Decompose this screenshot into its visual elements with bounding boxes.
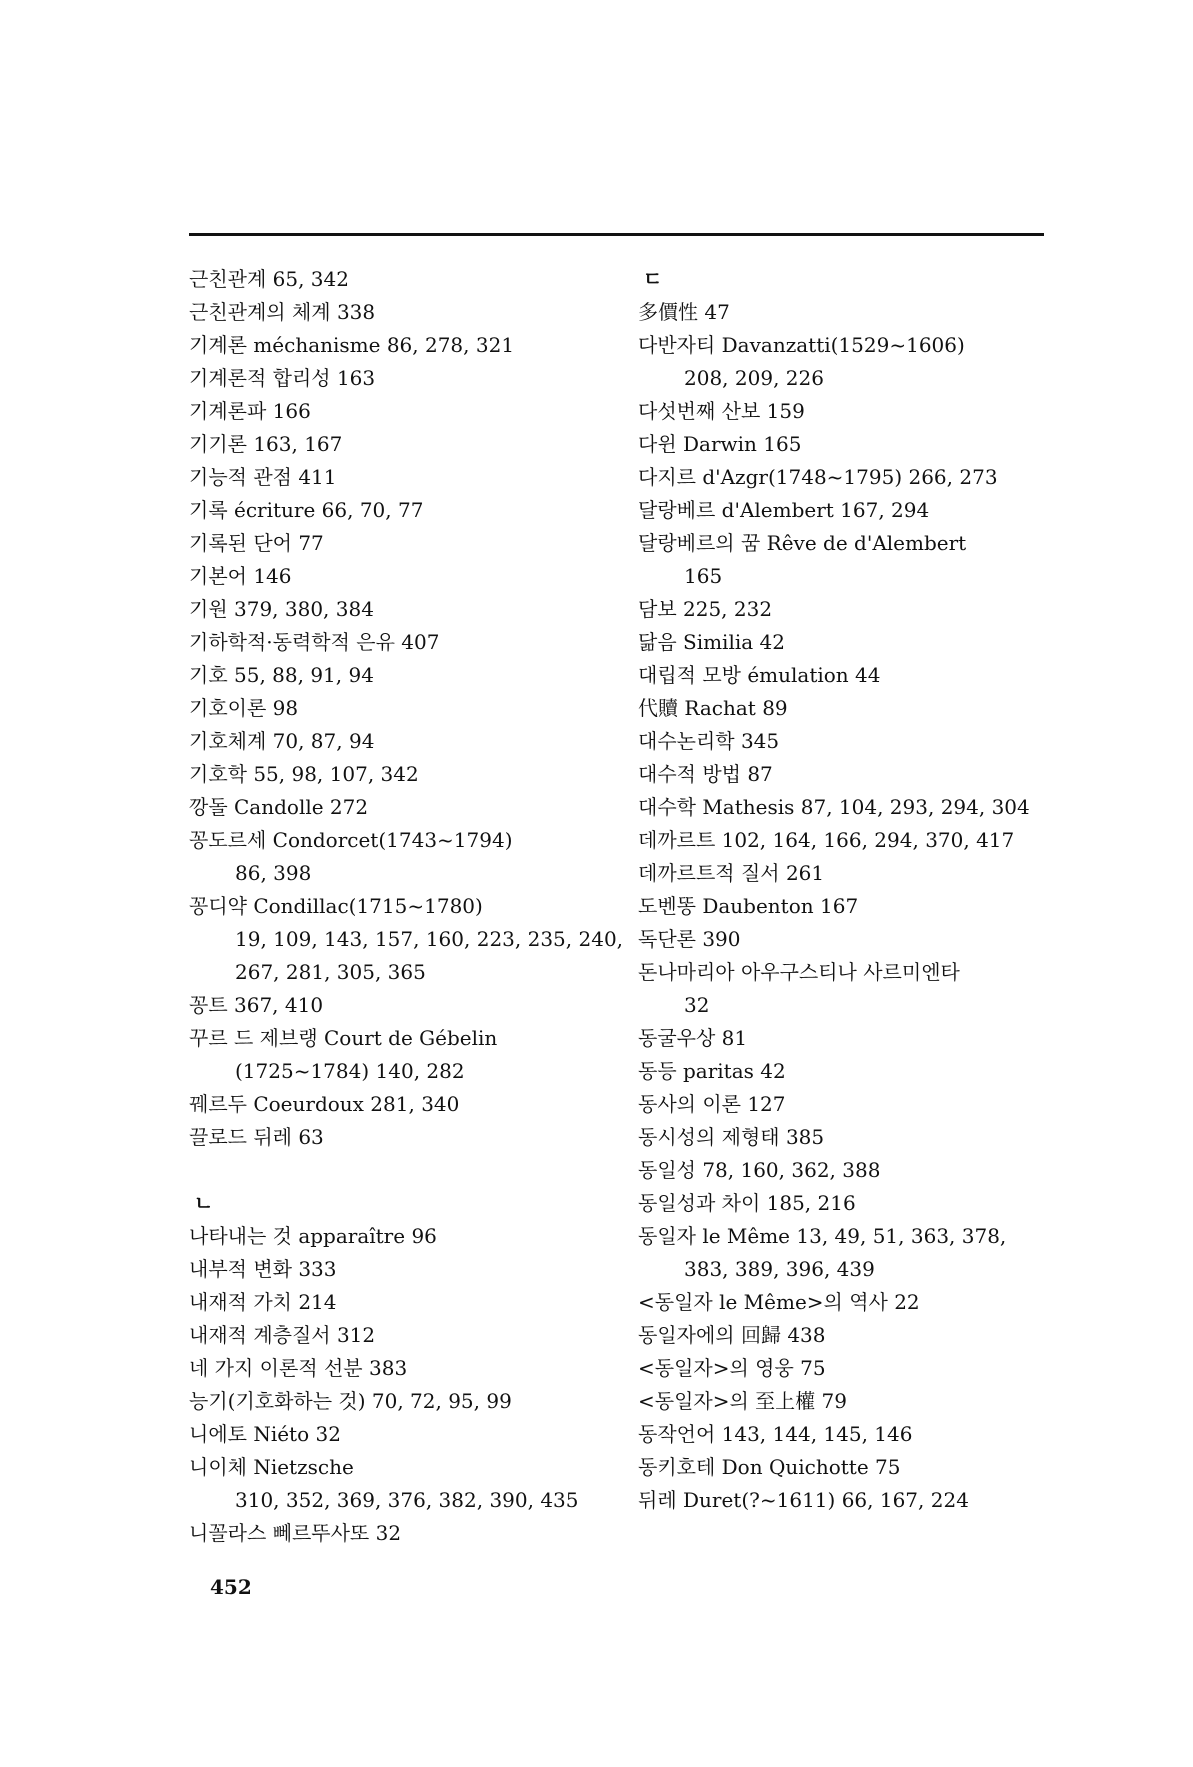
index-entry: 돈나마리아 아우구스티나 사르미엔타 bbox=[638, 960, 960, 984]
page-number: 452 bbox=[210, 1575, 252, 1599]
index-entry: 뒤레 Duret(?~1611) 66, 167, 224 bbox=[638, 1488, 969, 1512]
index-entry: 내재적 계층질서 312 bbox=[189, 1323, 376, 1347]
section-gap bbox=[189, 1154, 619, 1187]
index-entry: 니이체 Nietzsche bbox=[189, 1455, 354, 1479]
index-entry: 꽁디약 Condillac(1715~1780) bbox=[189, 894, 483, 918]
index-entry: 나타내는 것 apparaître 96 bbox=[189, 1224, 437, 1248]
index-entry: 동굴우상 81 bbox=[638, 1026, 748, 1050]
index-entry: 네 가지 이론적 선분 383 bbox=[189, 1356, 408, 1380]
index-entry: 기계론 méchanisme 86, 278, 321 bbox=[189, 333, 515, 357]
index-entry: 동키호테 Don Quichotte 75 bbox=[638, 1455, 901, 1479]
index-entry: 니에토 Niéto 32 bbox=[189, 1422, 341, 1446]
index-entry: 꾸르 드 제브랭 Court de Gébelin bbox=[189, 1026, 498, 1050]
index-entry: 동사의 이론 127 bbox=[638, 1092, 786, 1116]
index-entry: 다지르 d'Azgr(1748~1795) 266, 273 bbox=[638, 465, 998, 489]
index-entry: 동일성과 차이 185, 216 bbox=[638, 1191, 856, 1215]
index-entry: <동일자>의 至上權 79 bbox=[638, 1389, 847, 1413]
index-entry-continuation: 310, 352, 369, 376, 382, 390, 435 bbox=[235, 1488, 579, 1512]
index-entry: 기록된 단어 77 bbox=[189, 531, 324, 555]
index-entry: 기록 écriture 66, 70, 77 bbox=[189, 498, 424, 522]
index-entry: 기호이론 98 bbox=[189, 696, 299, 720]
index-entry: 대수논리학 345 bbox=[638, 729, 780, 753]
index-entry: 동시성의 제형태 385 bbox=[638, 1125, 825, 1149]
index-entry: 내재적 가치 214 bbox=[189, 1290, 337, 1314]
index-entry: 꽁트 367, 410 bbox=[189, 993, 324, 1017]
index-column-left bbox=[189, 263, 624, 1550]
index-entry: 기호학 55, 98, 107, 342 bbox=[189, 762, 419, 786]
index-entry: 데까르트 102, 164, 166, 294, 370, 417 bbox=[638, 828, 1015, 852]
index-entry: 깡돌 Candolle 272 bbox=[189, 795, 369, 819]
index-entry: 기하학적·동력학적 은유 407 bbox=[189, 630, 440, 654]
index-entry: 기원 379, 380, 384 bbox=[189, 597, 374, 621]
index-entry: 달랑베르 d'Alembert 167, 294 bbox=[638, 498, 930, 522]
index-entry: 니꼴라스 뻬르뚜사또 32 bbox=[189, 1521, 402, 1545]
index-entry: 동일자 le Même 13, 49, 51, 363, 378, bbox=[638, 1224, 1007, 1248]
header-rule bbox=[189, 233, 1044, 236]
index-entry: 代贖 Rachat 89 bbox=[638, 696, 788, 720]
index-entry-continuation: 19, 109, 143, 157, 160, 223, 235, 240, bbox=[235, 927, 624, 951]
index-entry: 대립적 모방 émulation 44 bbox=[638, 663, 881, 687]
index-entry: 끌로드 뒤레 63 bbox=[189, 1125, 324, 1149]
index-entry: 기호체계 70, 87, 94 bbox=[189, 729, 375, 753]
index-entry-continuation: (1725~1784) 140, 282 bbox=[235, 1059, 465, 1083]
index-entry: 근친관계의 체계 338 bbox=[189, 300, 376, 324]
index-entry: 꽁도르세 Condorcet(1743~1794) bbox=[189, 828, 513, 852]
index-entry: 다반자티 Davanzatti(1529~1606) bbox=[638, 333, 965, 357]
index-entry: 달랑베르의 꿈 Rêve de d'Alembert bbox=[638, 531, 967, 555]
index-entry: 다섯번째 산보 159 bbox=[638, 399, 805, 423]
index-entry: 독단론 390 bbox=[638, 927, 741, 951]
index-entry-continuation: 32 bbox=[684, 993, 710, 1017]
index-entry: 닮음 Similia 42 bbox=[638, 630, 785, 654]
index-entry-continuation: 383, 389, 396, 439 bbox=[684, 1257, 875, 1281]
index-entry-continuation: 86, 398 bbox=[235, 861, 312, 885]
index-entry: 기계론적 합리성 163 bbox=[189, 366, 376, 390]
index-entry: 기본어 146 bbox=[189, 564, 292, 588]
index-entry: 담보 225, 232 bbox=[638, 597, 773, 621]
index-entry: 기호 55, 88, 91, 94 bbox=[189, 663, 374, 687]
index-entry: 기능적 관점 411 bbox=[189, 465, 337, 489]
index-entry-continuation: 208, 209, 226 bbox=[684, 366, 824, 390]
index-entry: 동작언어 143, 144, 145, 146 bbox=[638, 1422, 913, 1446]
index-entry: 근친관계 65, 342 bbox=[189, 267, 349, 291]
index-entry: <동일자 le Même>의 역사 22 bbox=[638, 1290, 920, 1314]
index-column-right bbox=[638, 263, 1068, 1517]
index-entry: 동등 paritas 42 bbox=[638, 1059, 786, 1083]
index-entry: 내부적 변화 333 bbox=[189, 1257, 337, 1281]
index-entry: 동일자에의 回歸 438 bbox=[638, 1323, 826, 1347]
index-entry: 능기(기호화하는 것) 70, 72, 95, 99 bbox=[189, 1389, 512, 1413]
index-entry: 기계론파 166 bbox=[189, 399, 311, 423]
index-entry: 동일성 78, 160, 362, 388 bbox=[638, 1158, 881, 1182]
index-entry: 도벤똥 Daubenton 167 bbox=[638, 894, 859, 918]
index-entry: <동일자>의 영웅 75 bbox=[638, 1356, 826, 1380]
index-entry: 기기론 163, 167 bbox=[189, 432, 343, 456]
index-entry: 대수적 방법 87 bbox=[638, 762, 773, 786]
section-heading: ㄴ bbox=[194, 1191, 214, 1215]
index-entry: 꿰르두 Coeurdoux 281, 340 bbox=[189, 1092, 460, 1116]
index-entry: 대수학 Mathesis 87, 104, 293, 294, 304 bbox=[638, 795, 1030, 819]
index-entry: 다윈 Darwin 165 bbox=[638, 432, 802, 456]
index-entry: 데까르트적 질서 261 bbox=[638, 861, 825, 885]
section-heading: ㄷ bbox=[643, 267, 663, 291]
index-entry-continuation: 267, 281, 305, 365 bbox=[235, 960, 426, 984]
index-entry-continuation: 165 bbox=[684, 564, 723, 588]
index-entry: 多價性 47 bbox=[638, 300, 730, 324]
